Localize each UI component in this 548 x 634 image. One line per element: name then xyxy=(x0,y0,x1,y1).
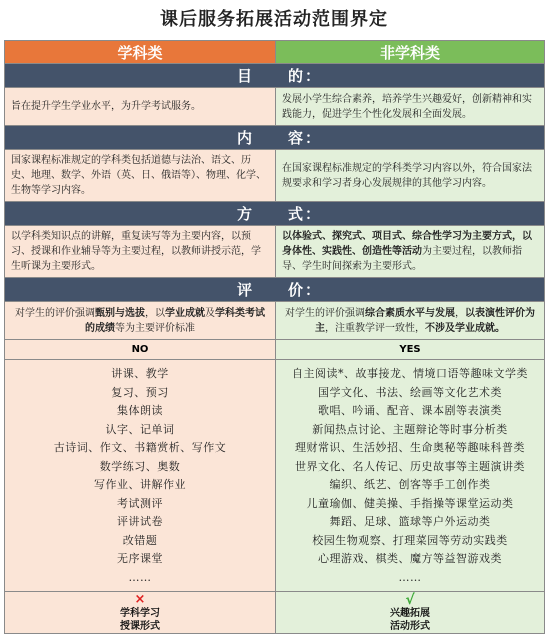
yes-list xyxy=(276,360,545,592)
eval-right-3: ，注重教学评一致性， xyxy=(325,322,425,334)
page-title: 课后服务拓展活动范围界定 xyxy=(160,9,388,30)
list-item: 讲课、教学 xyxy=(111,367,169,380)
eval-right-b1: 综合素质水平与发展 xyxy=(365,307,455,319)
list-item: 考试测评 xyxy=(117,496,163,510)
eval-right-b3: 不涉及学业成就。 xyxy=(425,322,505,334)
eval-right-1: 对学生的评价强调 xyxy=(285,307,365,319)
list-item: 理财常识、生活妙招、生命奥秘等趣味科普类 xyxy=(295,441,525,454)
list-item: 校园生物观察、打理菜园等劳动实践类 xyxy=(312,533,508,547)
method-nonsubject-text xyxy=(276,226,545,278)
list-item: 新闻热点讨论、主题辩论等时事分析类 xyxy=(312,422,508,436)
eval-left-3: 及 xyxy=(205,307,215,319)
list-item: 认字、记单词 xyxy=(105,422,175,436)
no-label: NO xyxy=(5,340,276,360)
method-nonsubject-rest: 为主要过程，以教师指导、学生时间探索为主要形式。 xyxy=(282,246,522,272)
list-item: 古诗词、作文、书籍赏析、写作文 xyxy=(53,441,227,454)
content-nonsubject-text: 在国家课程标准规定的学科类学习内容以外，符合国家法规要求和学习者身心发展规律的其他学习内容。 xyxy=(276,150,545,202)
yes-label: YES xyxy=(276,340,545,360)
goal-subject-text: 旨在提升学生学业水平，为升学考试服务。 xyxy=(5,88,276,126)
cross-icon: × xyxy=(134,591,146,607)
footer-nonsubject xyxy=(276,592,545,634)
eval-left-b2: 学业成就 xyxy=(165,307,205,319)
eval-subject-text xyxy=(5,302,276,340)
list-item: 编织、纸艺、创客等手工创作类 xyxy=(329,478,491,491)
list-item: 儿童瑜伽、健美操、手指操等课堂运动类 xyxy=(306,496,514,510)
list-item: 心理游戏、棋类、魔方等益智游戏类 xyxy=(318,552,502,565)
method-nonsubject-bold: 以体验式、探究式、项目式、综合性学习为主要方式，以身体性、实践性、创造性等活动 xyxy=(282,231,532,257)
list-item: …… xyxy=(398,570,422,584)
section-eval-bar xyxy=(5,278,545,302)
eval-left-b1: 甄别与选拔 xyxy=(95,307,145,319)
list-item: 国学文化、书法、绘画等文化艺术类 xyxy=(318,385,502,399)
method-subject-text: 以学科类知识点的讲解，重复读写等为主要内容，以预习、授课和作业辅导等为主要过程，以教师讲授示范，学生听课为主要形式。 xyxy=(5,226,276,278)
section-method-label: 方 式： xyxy=(237,205,323,223)
list-item: 歌唱、吟诵、配音、课本剧等表演类 xyxy=(318,404,502,417)
list-item: 改错题 xyxy=(122,533,158,547)
list-item: 世界文化、名人传记、历史故事等主题演讲类 xyxy=(295,459,525,473)
no-list xyxy=(5,360,276,592)
section-eval-label: 评 价： xyxy=(237,281,323,299)
eval-right-2: ， xyxy=(455,307,465,319)
header-subject: 学科类 xyxy=(5,41,276,64)
list-item: 写作业、讲解作业 xyxy=(94,478,186,491)
section-goal-label: 目 的： xyxy=(237,67,323,85)
content-subject-text: 国家课程标准规定的学科类包括道德与法治、语文、历史、地理、数学、外语（英、日、俄语等）、物理、化学、生物等学习内容。 xyxy=(5,150,276,202)
footer-subject-line2: 授课形式 xyxy=(120,620,160,632)
list-item: 数学练习、奥数 xyxy=(99,459,181,473)
footer-subject-line1: 学科学习 xyxy=(120,607,160,619)
section-method-bar xyxy=(5,202,545,226)
checkmark-icon: √ xyxy=(405,591,415,608)
eval-left-2: ，以 xyxy=(145,307,165,319)
list-item: 复习、预习 xyxy=(111,385,169,399)
list-item: 无序课堂 xyxy=(117,552,163,565)
footer-nonsubject-line1: 兴趣拓展 xyxy=(390,607,430,619)
list-item: 自主阅读*、故事接龙、情境口语等趣味文学类 xyxy=(292,367,528,380)
eval-right-b2: 以表演性评价为主 xyxy=(315,307,535,334)
eval-left-1: 对学生的评价强调 xyxy=(15,307,95,319)
eval-left-b3: 学科类考试的成绩 xyxy=(85,307,265,334)
footer-nonsubject-line2: 活动形式 xyxy=(390,620,430,632)
comparison-table xyxy=(4,40,545,634)
section-content-label: 内 容： xyxy=(237,129,323,147)
section-content-bar xyxy=(5,126,545,150)
list-item: …… xyxy=(128,570,152,584)
eval-left-4: 等为主要评价标准 xyxy=(115,322,195,334)
header-nonsubject: 非学科类 xyxy=(276,41,545,64)
footer-subject xyxy=(5,592,276,634)
eval-nonsubject-text xyxy=(276,302,545,340)
goal-nonsubject-text: 发展小学生综合素养，培养学生兴趣爱好，创新精神和实践能力，促进学生个性化发展和全面发展。 xyxy=(276,88,545,126)
section-goal-bar xyxy=(5,64,545,88)
list-item: 舞蹈、足球、篮球等户外运动类 xyxy=(329,515,491,528)
list-item: 评讲试卷 xyxy=(117,515,163,528)
list-item: 集体朗读 xyxy=(117,404,163,417)
